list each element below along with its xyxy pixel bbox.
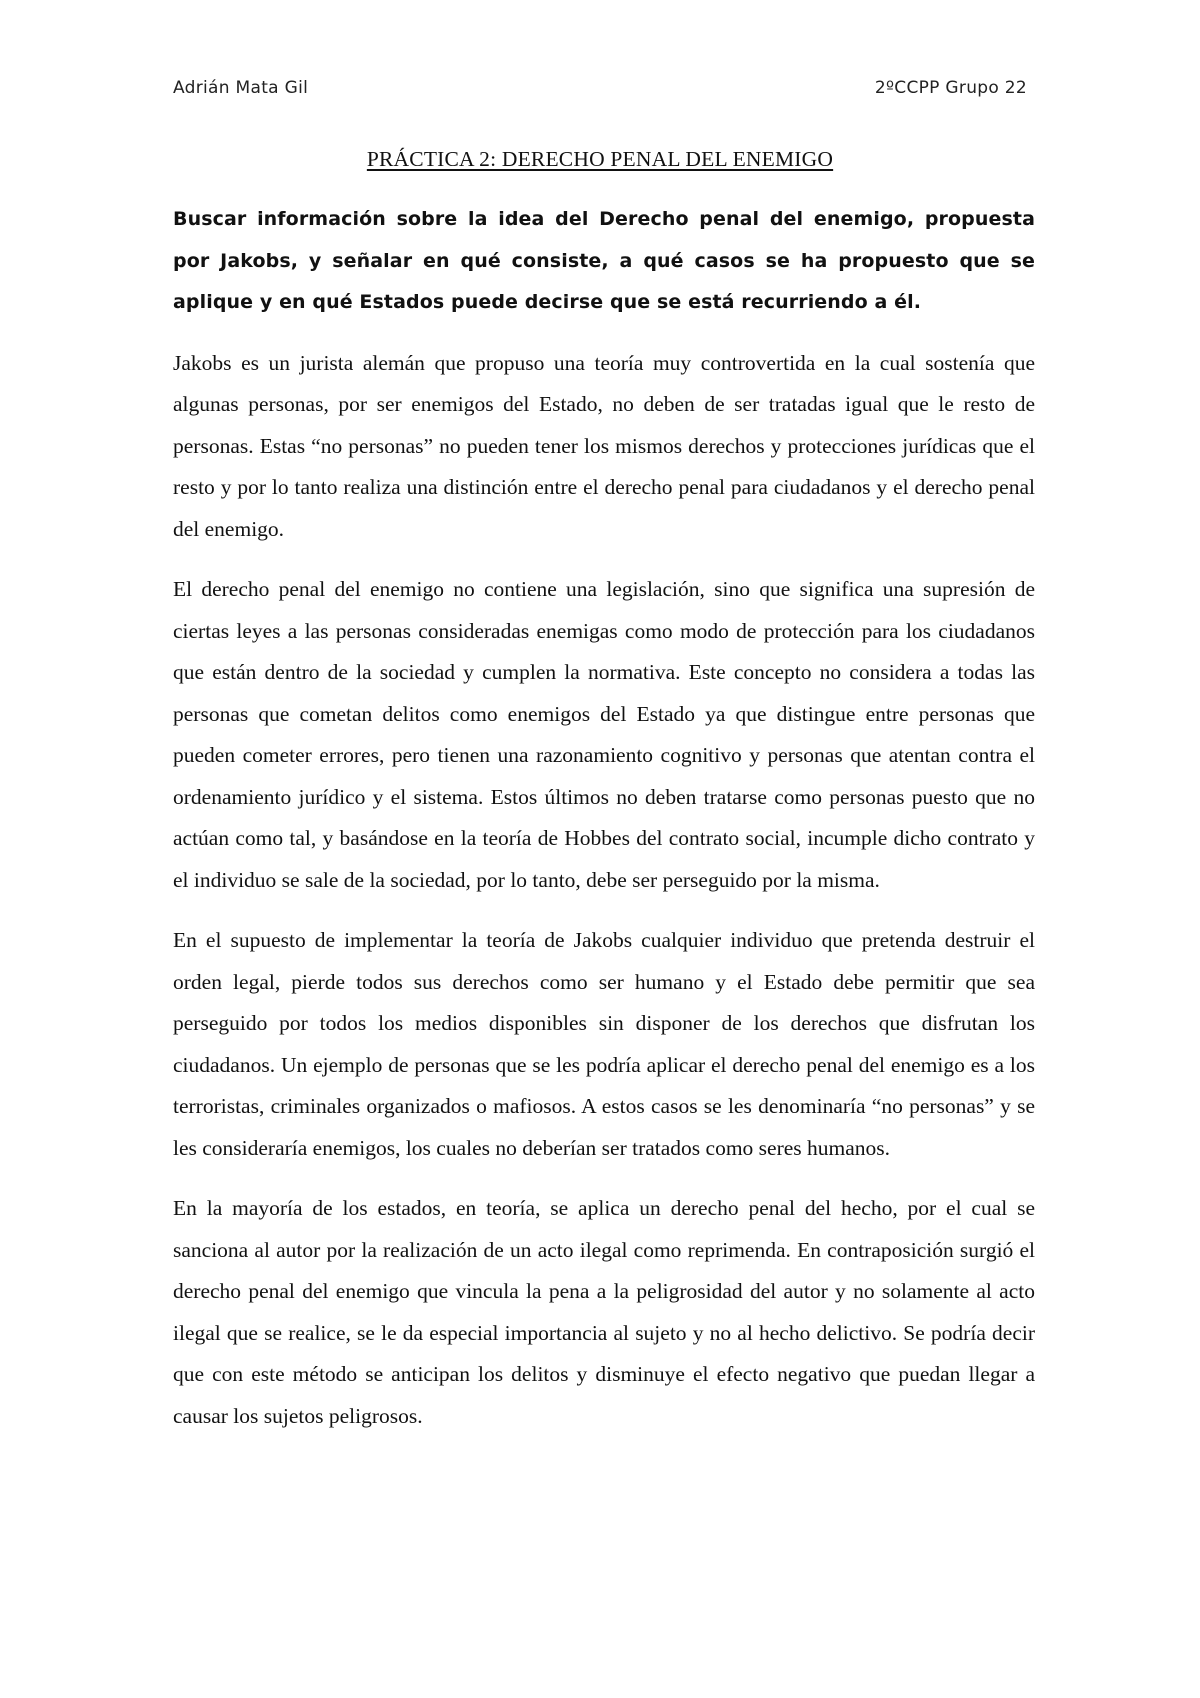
document-title: PRÁCTICA 2: DERECHO PENAL DEL ENEMIGO xyxy=(366,147,834,171)
page-header xyxy=(173,78,1027,102)
header-author: Adrián Mata Gil xyxy=(173,78,309,98)
header-group: 2ºCCPP Grupo 22 xyxy=(874,78,1027,98)
assignment-question: Buscar información sobre la idea del Derecho penal del enemigo, propuesta por Jakobs, y señalar en qué consiste, a qué casos se ha propuesto que se aplique y en qué Estados puede decirse que se está recurriendo a él. xyxy=(173,208,1035,313)
paragraph-4: En la mayoría de los estados, en teoría, se aplica un derecho penal del hecho, por el cual se sanciona al autor por la realización de un acto ilegal como reprimenda. En contraposición surgió el derecho penal del enemigo que vincula la pena a la peligrosidad del autor y no solamente al acto ilegal que se realice, se le da especial importancia al sujeto y no al hecho delictivo. Se podría decir que con este método se anticipan los delitos y disminuye el efecto negativo que puedan llegar a causar los sujetos peligrosos. xyxy=(173,1196,1035,1428)
paragraph-3: En el supuesto de implementar la teoría de Jakobs cualquier individuo que pretenda destruir el orden legal, pierde todos sus derechos como ser humano y el Estado debe permitir que sea perseguido por todos los medios disponibles sin disponer de los derechos que disfrutan los ciudadanos. Un ejemplo de personas que se les podría aplicar el derecho penal del enemigo es a los terroristas, criminales organizados o mafiosos. A estos casos se les denominaría “no personas” y se les consideraría enemigos, los cuales no deberían ser tratados como seres humanos. xyxy=(173,928,1035,1160)
paragraph-1: Jakobs es un jurista alemán que propuso una teoría muy controvertida en la cual sostenía que algunas personas, por ser enemigos del Estado, no deben de ser tratadas igual que le resto de personas. Estas “no personas” no pueden tener los mismos derechos y protecciones jurídicas que el resto y por lo tanto realiza una distinción entre el derecho penal para ciudadanos y el derecho penal del enemigo. xyxy=(173,350,1035,541)
paragraph-2: El derecho penal del enemigo no contiene una legislación, sino que significa una supresión de ciertas leyes a las personas consideradas enemigas como modo de protección para los ciudadanos que están dentro de la sociedad y cumplen la normativa. Este concepto no considera a todas las personas que cometan delitos como enemigos del Estado ya que distingue entre personas que pueden cometer errores, pero tienen una razonamiento cognitivo y personas que atentan contra el ordenamiento jurídico y el sistema. Estos últimos no deben tratarse como personas puesto que no actúan como tal, y basándose en la teoría de Hobbes del contrato social, incumple dicho contrato y el individuo se sale de la sociedad, por lo tanto, debe ser perseguido por la misma. xyxy=(173,577,1035,892)
document-body xyxy=(173,199,1035,1456)
